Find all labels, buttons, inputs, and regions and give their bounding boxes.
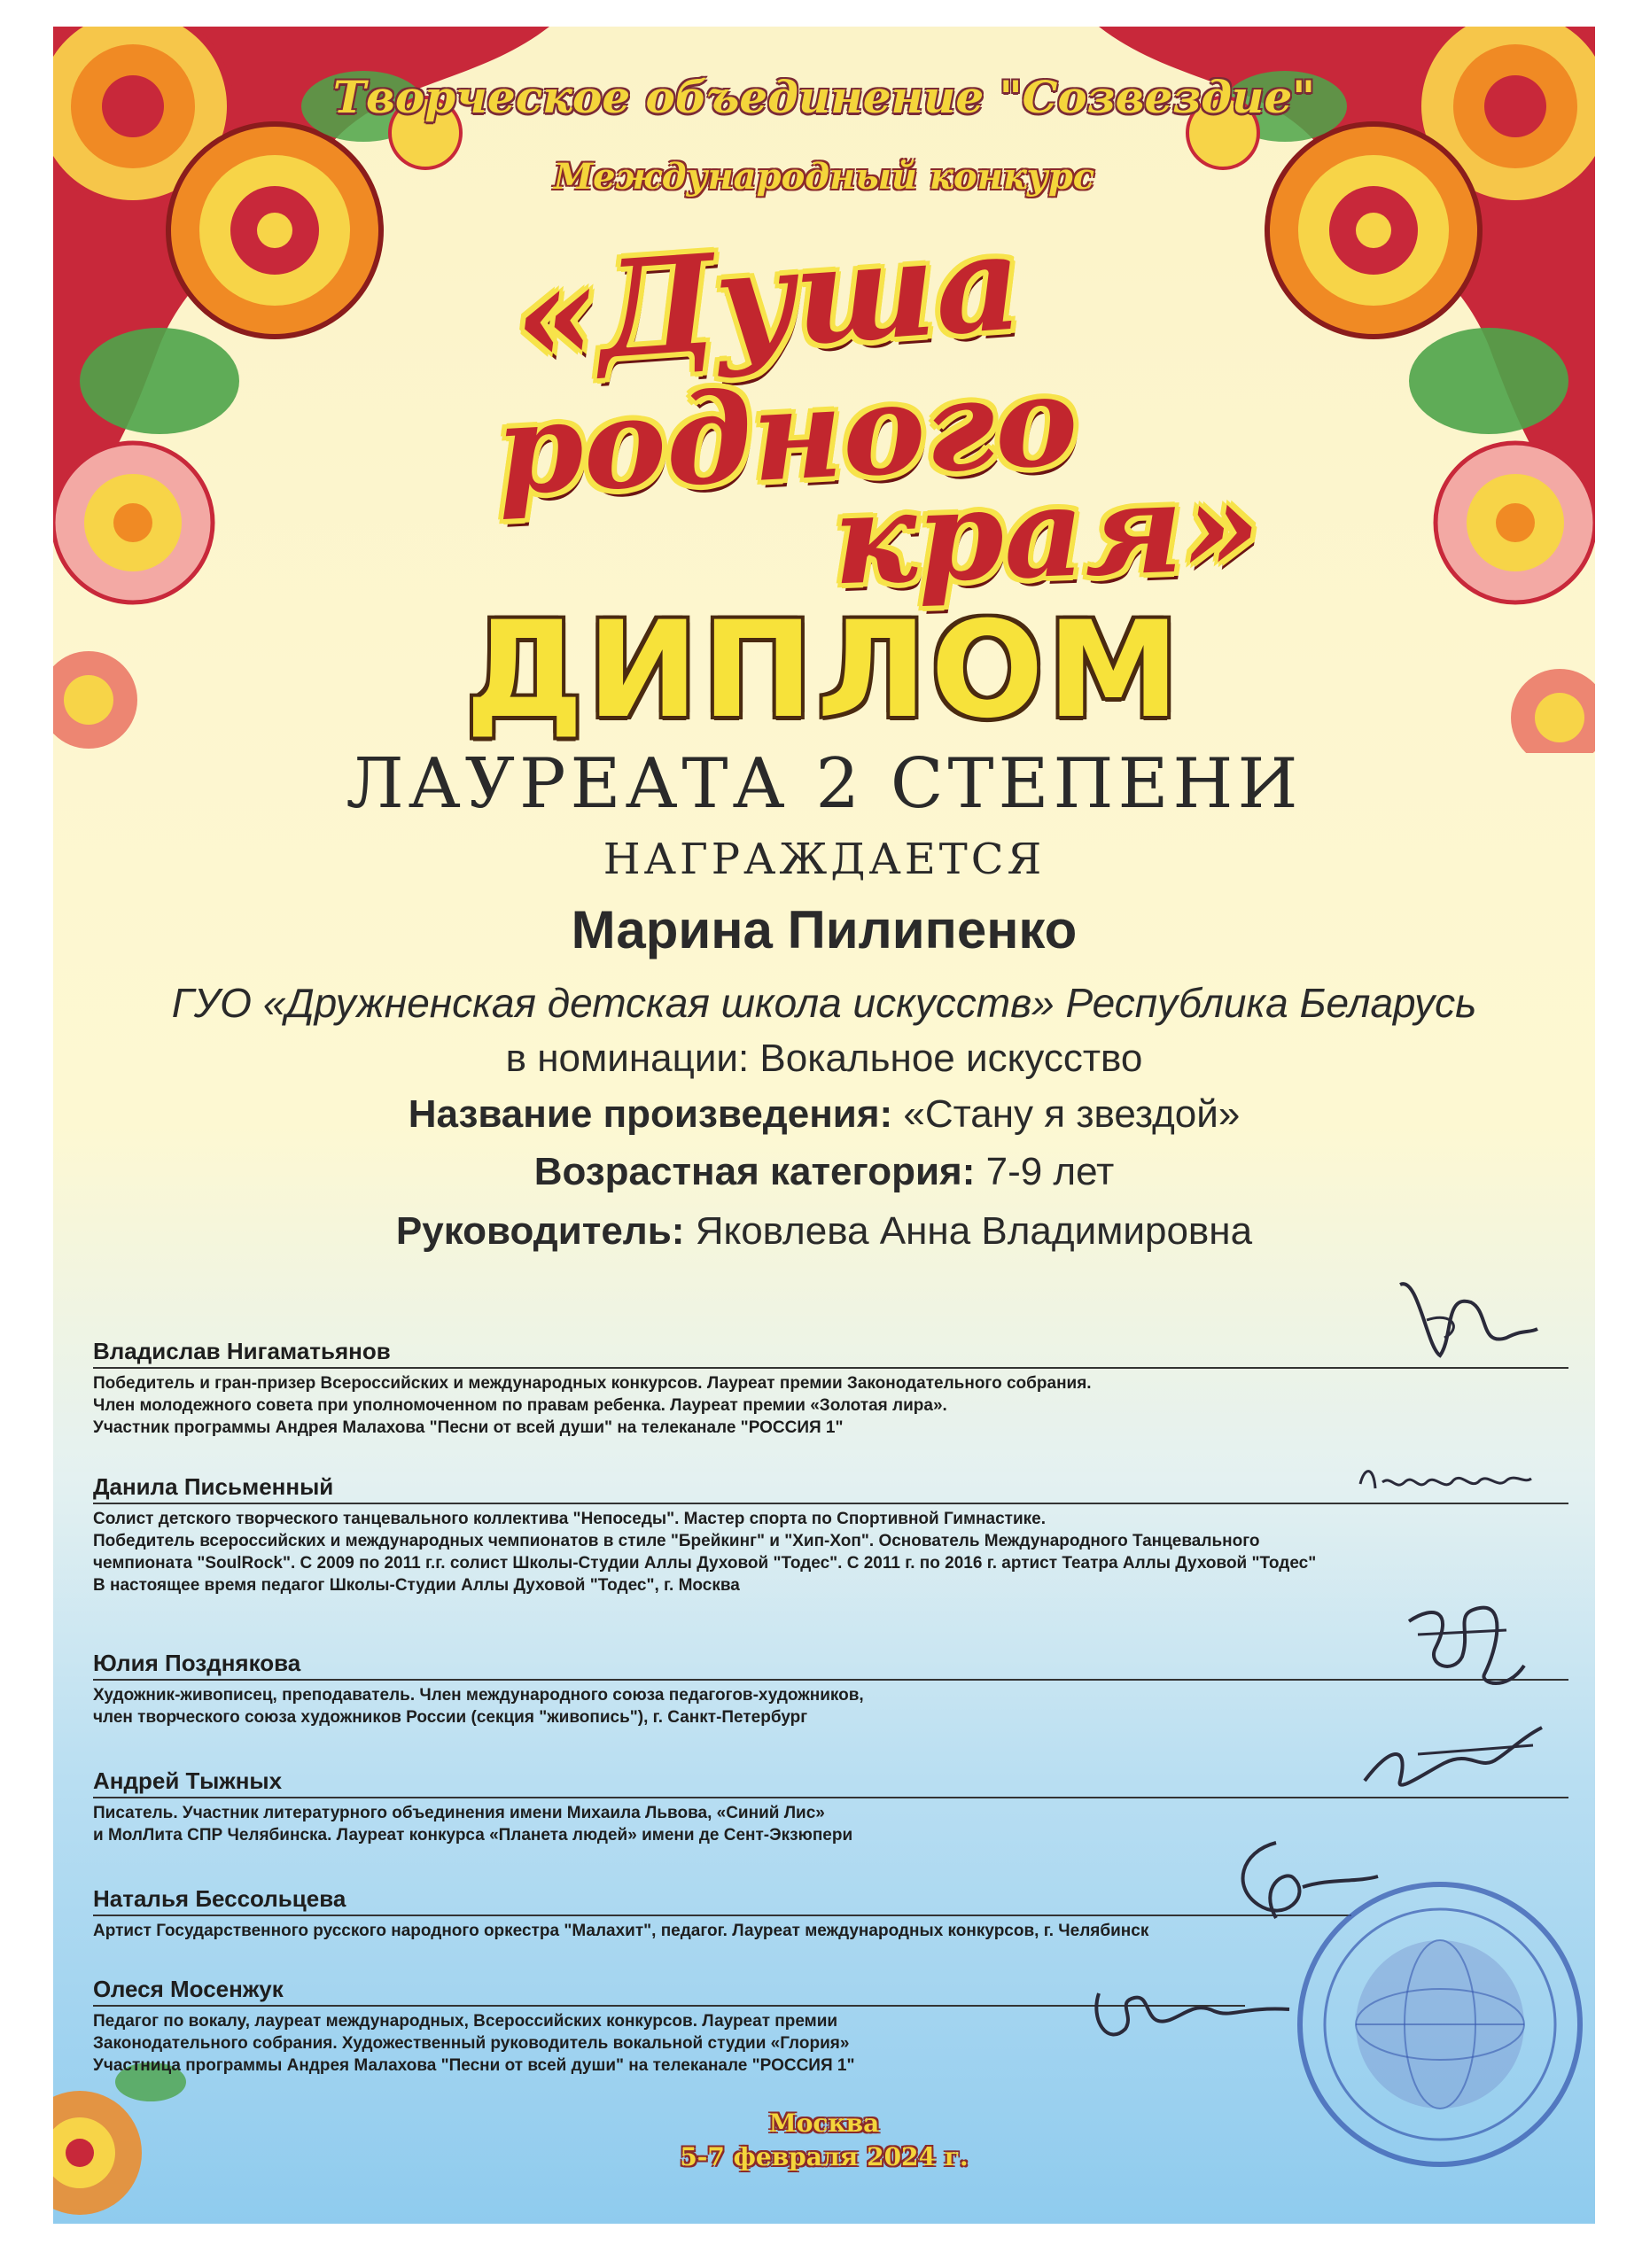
jury-bio-line: Участница программы Андрея Малахова "Песни от всей души" на телеканале "РОССИЯ 1" xyxy=(93,2056,855,2075)
jury-bio-line: Писатель. Участник литературного объединения имени Михаила Львова, «Синий Лис» xyxy=(93,1804,825,1822)
nomination: в номинации: Вокальное искусство xyxy=(505,1037,1143,1080)
event-dates: 5-7 февраля 2024 г. xyxy=(680,2142,969,2171)
jury-member-bio xyxy=(93,1372,1595,1439)
signature-pozdnyakova xyxy=(1400,1595,1533,1705)
jury-bio-line: Артист Государственного русского народного оркестра "Малахит", педагог. Лауреат международных конкурсов, г. Челябинск xyxy=(93,1922,1149,1940)
jury-bio-line: Педагог по вокалу, лауреат международных, Всероссийских конкурсов. Лауреат премии xyxy=(93,2012,838,2031)
contest-title-line-2: родного xyxy=(493,347,1082,524)
leader-label: Руководитель: xyxy=(395,1209,685,1253)
jury-bio-line: член творческого союза художников России (секция "живопись"), г. Санкт-Петербург xyxy=(93,1708,808,1727)
jury-bio-line: Участник программы Андрея Малахова "Песни от всей души" на телеканале "РОССИЯ 1" xyxy=(93,1418,844,1437)
jury-bio-line: Победитель всероссийских и международных чемпионатов в стиле "Брейкинг" и "Хип-Хоп". Основатель Международного Танцевального xyxy=(93,1532,1260,1550)
leader xyxy=(53,1209,1595,1254)
signature-mosenzhuk xyxy=(1081,1967,1294,2060)
diploma-heading: ДИПЛОМ xyxy=(464,594,1184,748)
diploma-sheet xyxy=(53,27,1595,2224)
contest-title-line-3: края» xyxy=(830,453,1263,614)
laureate-degree: ЛАУРЕАТА 2 СТЕПЕНИ xyxy=(346,744,1303,824)
age-category-label: Возрастная категория: xyxy=(533,1150,976,1193)
contest-title-line-1: «Душа xyxy=(509,204,1027,395)
jury-bio-line: чемпионата "SoulRock". С 2009 по 2011 г.г. солист Школы-Студии Аллы Духовой "Тодес". С 2011 г. по 2016 г. артист Театра Аллы Духовой "Тодес" xyxy=(93,1554,1317,1573)
signature-pismenny xyxy=(1356,1457,1533,1506)
age-category xyxy=(53,1150,1595,1194)
jury-bio-line: Законодательного собрания. Художественный руководитель вокальной студии «Глория» xyxy=(93,2034,850,2053)
jury-member-name: Олеся Мосенжук xyxy=(93,1976,1245,2007)
school-name: ГУО «Дружненская детская школа искусств» Республика Беларусь xyxy=(171,980,1477,1026)
jury-member-name: Данила Письменный xyxy=(93,1473,1568,1504)
awarded-label: НАГРАЖДАЕТСЯ xyxy=(603,835,1046,884)
jury-member-bio xyxy=(93,1508,1595,1596)
leader-value: Яковлева Анна Владимировна xyxy=(684,1209,1253,1253)
jury-member xyxy=(93,1338,1595,1439)
jury-bio-line: В настоящее время педагог Школы-Студии Аллы Духовой "Тодес", г. Москва xyxy=(93,1576,740,1595)
jury-bio-line: и МолЛита СПР Челябинска. Лауреат конкурса «Планета людей» имени де Сент-Экзюпери xyxy=(93,1826,853,1845)
event-city: Москва xyxy=(768,2109,880,2138)
jury-bio-line: Художник-живописец, преподаватель. Член международного союза педагогов-художников, xyxy=(93,1686,864,1705)
jury-member-name: Наталья Бессольцева xyxy=(93,1885,1351,1916)
jury-bio-line: Член молодежного совета при уполномоченном по правам ребенка. Лауреат премии «Золотая лира». xyxy=(93,1396,947,1415)
jury-member-name: Юлия Позднякова xyxy=(93,1650,1568,1681)
contest-type: Международный конкурс xyxy=(553,156,1095,198)
jury-bio-line: Солист детского творческого танцевального коллектива "Непоседы". Мастер спорта по Спортивной Гимнастике. xyxy=(93,1510,1046,1528)
jury-member xyxy=(93,1650,1595,1728)
jury-bio-line: Победитель и гран-призер Всероссийских и международных конкурсов. Лауреат премии Законодательного собрания. xyxy=(93,1374,1092,1393)
winner-name: Марина Пилипенко xyxy=(571,900,1078,959)
jury-member-name: Андрей Тыжных xyxy=(93,1767,1568,1798)
work-title-value: «Стану я звездой» xyxy=(892,1092,1241,1136)
signature-tyzhnykh xyxy=(1356,1719,1551,1803)
jury-member-name: Владислав Нигаматьянов xyxy=(93,1338,1568,1369)
work-title-label: Название произведения: xyxy=(408,1092,893,1136)
organization-name: Творческое объединение "Созвездие" xyxy=(332,71,1316,123)
work-title xyxy=(53,1092,1595,1137)
age-category-value: 7-9 лет xyxy=(975,1150,1115,1193)
signature-nigamatyanov xyxy=(1391,1267,1542,1378)
